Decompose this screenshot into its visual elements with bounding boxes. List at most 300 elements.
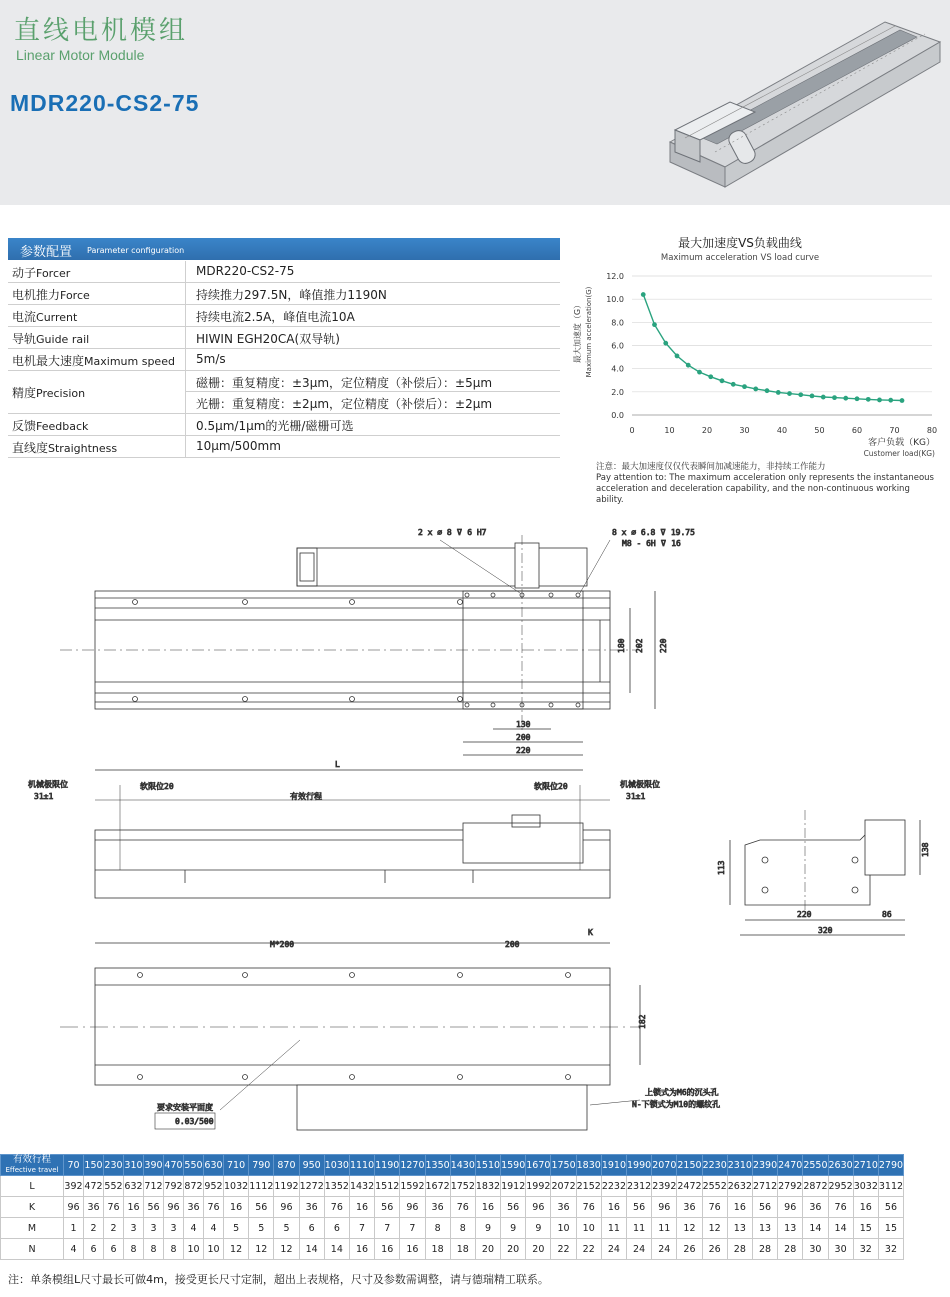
table-cell: 4: [184, 1218, 204, 1239]
table-cell: 2552: [702, 1176, 727, 1197]
table-cell: 76: [324, 1197, 349, 1218]
dim-Mx200: M*200: [270, 940, 295, 949]
table-cell: 22: [551, 1239, 576, 1260]
param-key-en: Force: [60, 289, 90, 302]
chart-series-line: [643, 295, 902, 401]
table-cell: 36: [425, 1197, 450, 1218]
table-cell: 16: [349, 1239, 374, 1260]
travel-value: 550: [184, 1155, 204, 1176]
table-cell: 3: [124, 1218, 144, 1239]
table-cell: 28: [752, 1239, 777, 1260]
chart-data-point: [832, 395, 837, 400]
note-thread-2: N-下锁式为M10的螺纹孔: [632, 1100, 721, 1109]
chart-data-point: [742, 384, 747, 389]
dim-220-horizontal: 220: [516, 746, 531, 755]
chart-data-point: [855, 396, 860, 401]
param-table: [8, 261, 560, 458]
table-cell: 2392: [652, 1176, 677, 1197]
travel-value: 1350: [425, 1155, 450, 1176]
table-cell: 16: [224, 1197, 249, 1218]
param-key-cn: 动子: [12, 266, 37, 280]
chart-data-point: [697, 370, 702, 375]
travel-value: 310: [124, 1155, 144, 1176]
travel-value: 470: [164, 1155, 184, 1176]
param-row: [8, 414, 560, 436]
travel-value: 1270: [400, 1155, 425, 1176]
param-row: [8, 436, 560, 458]
travel-value: 950: [299, 1155, 324, 1176]
table-cell: 2952: [828, 1176, 853, 1197]
param-key-cn: 反馈: [12, 419, 37, 433]
label-mount-flatness: 要求安装平面度: [157, 1103, 213, 1112]
table-cell: 5: [249, 1218, 274, 1239]
table-cell: 96: [400, 1197, 425, 1218]
table-cell: 28: [727, 1239, 752, 1260]
row-label: M: [1, 1218, 64, 1239]
table-cell: 10: [184, 1239, 204, 1260]
table-cell: 24: [652, 1239, 677, 1260]
chart-data-point: [888, 398, 893, 403]
table-cell: 5: [274, 1218, 299, 1239]
table-cell: 15: [853, 1218, 878, 1239]
table-cell: 36: [677, 1197, 702, 1218]
table-cell: 9: [501, 1218, 526, 1239]
table-cell: 13: [778, 1218, 803, 1239]
table-cell: 1752: [450, 1176, 475, 1197]
page-title: 直线电机模组: [14, 16, 189, 46]
table-cell: 10: [551, 1218, 576, 1239]
travel-value: 2710: [853, 1155, 878, 1176]
param-value: 5m/s: [196, 352, 226, 366]
param-section-header: [8, 238, 560, 260]
travel-value: 2790: [878, 1155, 903, 1176]
table-cell: 30: [803, 1239, 828, 1260]
param-key-en: Guide rail: [36, 333, 90, 346]
param-key-cn: 导轨: [12, 332, 37, 346]
param-key-en: Feedback: [36, 420, 89, 433]
dim-K: K: [588, 928, 593, 937]
chart-xtick-label: 40: [776, 426, 788, 435]
chart-data-point: [821, 395, 826, 400]
travel-value: 1190: [375, 1155, 400, 1176]
table-cell: 10: [576, 1218, 601, 1239]
chart-ytick-label: 0.0: [611, 411, 624, 420]
table-cell: 6: [104, 1239, 124, 1260]
chart-data-point: [652, 322, 657, 327]
table-cell: 1272: [299, 1176, 324, 1197]
table-row: [1, 1176, 904, 1197]
table-cell: 9: [526, 1218, 551, 1239]
table-cell: 36: [803, 1197, 828, 1218]
param-section-title: 参数配置: [20, 245, 73, 260]
table-cell: 14: [828, 1218, 853, 1239]
table-cell: 12: [249, 1239, 274, 1260]
table-cell: 76: [702, 1197, 727, 1218]
param-key-cn: 电机最大速度: [12, 354, 85, 368]
travel-value: 1750: [551, 1155, 576, 1176]
travel-value: 2310: [727, 1155, 752, 1176]
table-cell: 76: [104, 1197, 124, 1218]
chart-ylabel-en: Maximum acceleration(G): [585, 286, 593, 378]
table-cell: 952: [204, 1176, 224, 1197]
table-cell: 14: [299, 1239, 324, 1260]
chart-note: [596, 462, 936, 506]
table-cell: 2712: [752, 1176, 777, 1197]
note-cn: 注意：最大加速度仅仅代表瞬间加减速能力，非持续工作能力: [596, 462, 826, 472]
table-cell: 3: [144, 1218, 164, 1239]
table-cell: 22: [576, 1239, 601, 1260]
chart-xtick-label: 10: [664, 426, 675, 435]
table-cell: 1432: [349, 1176, 374, 1197]
dim-86: 86: [882, 910, 892, 919]
table-cell: 32: [878, 1239, 903, 1260]
chart-data-point: [641, 292, 646, 297]
table-cell: 1832: [475, 1176, 500, 1197]
label-effective-travel: 有效行程: [290, 792, 322, 801]
chart-data-point: [798, 392, 803, 397]
param-row: [8, 261, 560, 283]
travel-value: 1990: [627, 1155, 652, 1176]
table-cell: 3112: [878, 1176, 903, 1197]
table-cell: 3: [164, 1218, 184, 1239]
dim-113: 113: [717, 860, 726, 875]
chart-xtick-label: 80: [926, 426, 938, 435]
table-cell: 56: [375, 1197, 400, 1218]
table-cell: 5: [224, 1218, 249, 1239]
dim-130: 130: [516, 720, 531, 729]
table-cell: 472: [84, 1176, 104, 1197]
page-subtitle: Linear Motor Module: [16, 47, 145, 63]
param-value: 10μm/500mm: [196, 439, 281, 453]
table-cell: 20: [526, 1239, 551, 1260]
dim-mech-left: 31±1: [34, 792, 54, 801]
chart-data-point: [765, 388, 770, 393]
table-cell: 36: [299, 1197, 324, 1218]
param-value: 光栅：重复精度：±2μm，定位精度（补偿后）：±2μm: [196, 397, 493, 411]
table-cell: 13: [752, 1218, 777, 1239]
table-cell: 12: [677, 1218, 702, 1239]
table-cell: 632: [124, 1176, 144, 1197]
header-banner: [0, 0, 950, 205]
param-value: 持续推力297.5N，峰值推力1190N: [196, 288, 387, 302]
param-key-en: Precision: [36, 387, 86, 400]
row-label: N: [1, 1239, 64, 1260]
travel-value: 2150: [677, 1155, 702, 1176]
table-cell: 6: [299, 1218, 324, 1239]
param-key-cn: 直线度: [12, 441, 49, 455]
chart-data-point: [731, 382, 736, 387]
param-value: 磁栅：重复精度：±3μm，定位精度（补偿后）：±5μm: [196, 376, 493, 390]
table-cell: 20: [501, 1239, 526, 1260]
header-cn: 有效行程: [12, 1154, 51, 1165]
table-cell: 1512: [375, 1176, 400, 1197]
param-key-en: Maximum speed: [84, 355, 175, 368]
table-cell: 36: [184, 1197, 204, 1218]
travel-value: 2230: [702, 1155, 727, 1176]
table-cell: 26: [702, 1239, 727, 1260]
travel-value: 790: [249, 1155, 274, 1176]
table-cell: 36: [551, 1197, 576, 1218]
table-cell: 28: [778, 1239, 803, 1260]
travel-value: 1670: [526, 1155, 551, 1176]
table-cell: 11: [601, 1218, 626, 1239]
table-cell: 16: [375, 1239, 400, 1260]
dim-320: 320: [818, 926, 833, 935]
table-cell: 11: [627, 1218, 652, 1239]
table-cell: 3032: [853, 1176, 878, 1197]
table-cell: 13: [727, 1218, 752, 1239]
chart-ytick-label: 8.0: [611, 318, 624, 328]
table-cell: 8: [164, 1239, 184, 1260]
table-header-row: [1, 1155, 904, 1176]
table-cell: 1112: [249, 1176, 274, 1197]
param-key-en: Straightness: [48, 442, 118, 455]
table-cell: 8: [425, 1218, 450, 1239]
param-value: 0.5μm/1μm的光栅/磁栅可选: [196, 419, 354, 433]
chart-subtitle: Maximum acceleration VS load curve: [660, 253, 820, 263]
dim-hole1: 2 x ∅ 8 ⊽ 6 H7: [418, 528, 487, 537]
table-cell: 24: [601, 1239, 626, 1260]
technical-drawing: [0, 515, 950, 1145]
chart-data-point: [866, 397, 871, 402]
table-cell: 26: [677, 1239, 702, 1260]
table-cell: 2632: [727, 1176, 752, 1197]
dim-220-end: 220: [797, 910, 812, 919]
label-soft-limit-right: 软限位20: [534, 782, 568, 791]
table-cell: 96: [526, 1197, 551, 1218]
chart-data-point: [720, 378, 725, 383]
table-cell: 24: [627, 1239, 652, 1260]
table-cell: 8: [450, 1218, 475, 1239]
table-cell: 56: [627, 1197, 652, 1218]
table-cell: 76: [450, 1197, 475, 1218]
table-cell: 76: [576, 1197, 601, 1218]
table-cell: 1592: [400, 1176, 425, 1197]
table-cell: 1352: [324, 1176, 349, 1197]
table-cell: 7: [349, 1218, 374, 1239]
table-cell: 76: [828, 1197, 853, 1218]
table-cell: 712: [144, 1176, 164, 1197]
chart-ytick-label: 10.0: [606, 295, 624, 305]
table-cell: 2072: [551, 1176, 576, 1197]
dim-182: 182: [638, 1014, 647, 1029]
table-cell: 76: [204, 1197, 224, 1218]
chart-xtick-label: 70: [889, 426, 900, 435]
table-cell: 1912: [501, 1176, 526, 1197]
table-cell: 18: [425, 1239, 450, 1260]
dim-220-vertical: 220: [659, 638, 668, 653]
chart-data-point: [663, 341, 668, 346]
dim-138: 138: [921, 842, 930, 857]
chart-data-point: [776, 390, 781, 395]
param-row: [8, 305, 560, 327]
table-cell: 12: [702, 1218, 727, 1239]
table-cell: 16: [400, 1239, 425, 1260]
table-cell: 1192: [274, 1176, 299, 1197]
chart-data-point: [900, 398, 905, 403]
travel-value: 2550: [803, 1155, 828, 1176]
travel-value: 70: [64, 1155, 84, 1176]
acceleration-load-chart: [573, 232, 945, 460]
table-cell: 16: [853, 1197, 878, 1218]
top-view: [60, 535, 655, 770]
table-cell: 96: [652, 1197, 677, 1218]
travel-value: 2470: [778, 1155, 803, 1176]
table-cell: 56: [878, 1197, 903, 1218]
table-cell: 36: [84, 1197, 104, 1218]
param-row: [8, 327, 560, 349]
table-cell: 4: [204, 1218, 224, 1239]
dim-200-bottom: 200: [505, 940, 520, 949]
param-value: HIWIN EGH20CA(双导轨): [196, 332, 340, 346]
table-cell: 32: [853, 1239, 878, 1260]
chart-data-point: [787, 391, 792, 396]
dim-202: 202: [635, 638, 644, 653]
note-en: Pay attention to: The maximum acceleration only represents the instantaneous acceleration and deceleration capability, and the non-continuous working ability.: [596, 473, 934, 505]
param-key-en: Forcer: [36, 267, 71, 280]
param-value: MDR220-CS2-75: [196, 264, 295, 278]
label-mech-limit-left: 机械极限位: [28, 780, 68, 789]
table-cell: 96: [778, 1197, 803, 1218]
side-view: [95, 785, 610, 898]
table-cell: 14: [803, 1218, 828, 1239]
travel-value: 2630: [828, 1155, 853, 1176]
footnote: 注：单条模组L尺寸最长可做4m，接受更长尺寸定制，超出上表规格，尺寸及参数需调整，请与德瑞精工联系。: [8, 1273, 549, 1286]
table-cell: 392: [64, 1176, 84, 1197]
chart-xlabel-en: Customer load(KG): [863, 449, 935, 458]
table-cell: 2152: [576, 1176, 601, 1197]
travel-value: 870: [274, 1155, 299, 1176]
bottom-view: [60, 943, 640, 1130]
table-cell: 1: [64, 1218, 84, 1239]
param-section-subtitle: Parameter configuration: [87, 246, 185, 255]
table-row: [1, 1218, 904, 1239]
chart-xtick-label: 50: [814, 426, 825, 435]
table-cell: 10: [204, 1239, 224, 1260]
table-cell: 7: [375, 1218, 400, 1239]
table-cell: 16: [601, 1197, 626, 1218]
label-mech-limit-right: 机械极限位: [620, 780, 660, 789]
table-cell: 12: [274, 1239, 299, 1260]
travel-value: 1110: [349, 1155, 374, 1176]
chart-xtick-label: 60: [851, 426, 863, 435]
table-cell: 18: [450, 1239, 475, 1260]
table-cell: 6: [84, 1239, 104, 1260]
table-cell: 1672: [425, 1176, 450, 1197]
value-flatness: 0.03/500: [175, 1117, 214, 1126]
table-cell: 56: [144, 1197, 164, 1218]
chart-title: 最大加速度VS负载曲线: [678, 236, 802, 250]
chart-data-point: [753, 387, 758, 392]
travel-value: 630: [204, 1155, 224, 1176]
travel-value: 390: [144, 1155, 164, 1176]
table-cell: 2: [104, 1218, 124, 1239]
chart-ytick-label: 2.0: [611, 387, 624, 397]
travel-value: 2070: [652, 1155, 677, 1176]
param-row-precision: [8, 371, 560, 414]
travel-value: 230: [104, 1155, 124, 1176]
table-cell: 1032: [224, 1176, 249, 1197]
chart-xtick-label: 20: [701, 426, 713, 435]
table-row: [1, 1197, 904, 1218]
param-row: [8, 283, 560, 305]
table-cell: 96: [64, 1197, 84, 1218]
dim-hole2b: M8 - 6H ⊽ 16: [622, 539, 681, 548]
chart-data-point: [675, 354, 680, 359]
table-cell: 7: [400, 1218, 425, 1239]
travel-value: 150: [84, 1155, 104, 1176]
table-cell: 11: [652, 1218, 677, 1239]
chart-xtick-label: 0: [629, 426, 635, 435]
param-value: 持续电流2.5A，峰值电流10A: [196, 310, 355, 324]
table-cell: 96: [274, 1197, 299, 1218]
table-cell: 16: [124, 1197, 144, 1218]
table-cell: 2472: [677, 1176, 702, 1197]
chart-data-point: [877, 398, 882, 403]
dim-mech-right: 31±1: [626, 792, 646, 801]
travel-value: 1590: [501, 1155, 526, 1176]
dim-200: 200: [516, 733, 531, 742]
chart-data-point: [708, 374, 713, 379]
table-cell: 30: [828, 1239, 853, 1260]
table-cell: 8: [124, 1239, 144, 1260]
travel-spec-table: [0, 1154, 904, 1260]
table-cell: 2792: [778, 1176, 803, 1197]
row-label: L: [1, 1176, 64, 1197]
travel-value: 1430: [450, 1155, 475, 1176]
dim-hole2a: 8 x ∅ 6.8 ⊽ 19.75: [612, 528, 695, 537]
table-cell: 2872: [803, 1176, 828, 1197]
table-cell: 20: [475, 1239, 500, 1260]
label-soft-limit-left: 软限位20: [140, 782, 174, 791]
table-row: [1, 1239, 904, 1260]
product-image: [655, 12, 945, 192]
travel-value: 1910: [601, 1155, 626, 1176]
table-cell: 1992: [526, 1176, 551, 1197]
chart-data-point: [810, 393, 815, 398]
table-cell: 56: [501, 1197, 526, 1218]
table-cell: 792: [164, 1176, 184, 1197]
table-cell: 16: [727, 1197, 752, 1218]
model-number: MDR220-CS2-75: [10, 90, 200, 116]
param-row: [8, 349, 560, 371]
row-label: K: [1, 1197, 64, 1218]
travel-value: 1830: [576, 1155, 601, 1176]
table-cell: 9: [475, 1218, 500, 1239]
param-key-en: Current: [36, 311, 78, 324]
table-header-label: [1, 1155, 64, 1176]
table-cell: 16: [349, 1197, 374, 1218]
table-cell: 56: [249, 1197, 274, 1218]
table-cell: 15: [878, 1218, 903, 1239]
note-thread-1: 上锁式为M6的沉头孔: [645, 1088, 719, 1097]
table-cell: 12: [224, 1239, 249, 1260]
table-cell: 552: [104, 1176, 124, 1197]
travel-value: 2390: [752, 1155, 777, 1176]
table-cell: 2: [84, 1218, 104, 1239]
table-cell: 872: [184, 1176, 204, 1197]
table-cell: 2312: [627, 1176, 652, 1197]
chart-xtick-label: 30: [739, 426, 750, 435]
chart-xlabel: 客户负载（KG）: [868, 438, 935, 448]
header-en: Effective travel: [5, 1166, 59, 1174]
table-cell: 2232: [601, 1176, 626, 1197]
table-cell: 14: [324, 1239, 349, 1260]
param-key-cn: 电流: [12, 310, 37, 324]
table-cell: 96: [164, 1197, 184, 1218]
travel-value: 1510: [475, 1155, 500, 1176]
table-cell: 8: [144, 1239, 164, 1260]
